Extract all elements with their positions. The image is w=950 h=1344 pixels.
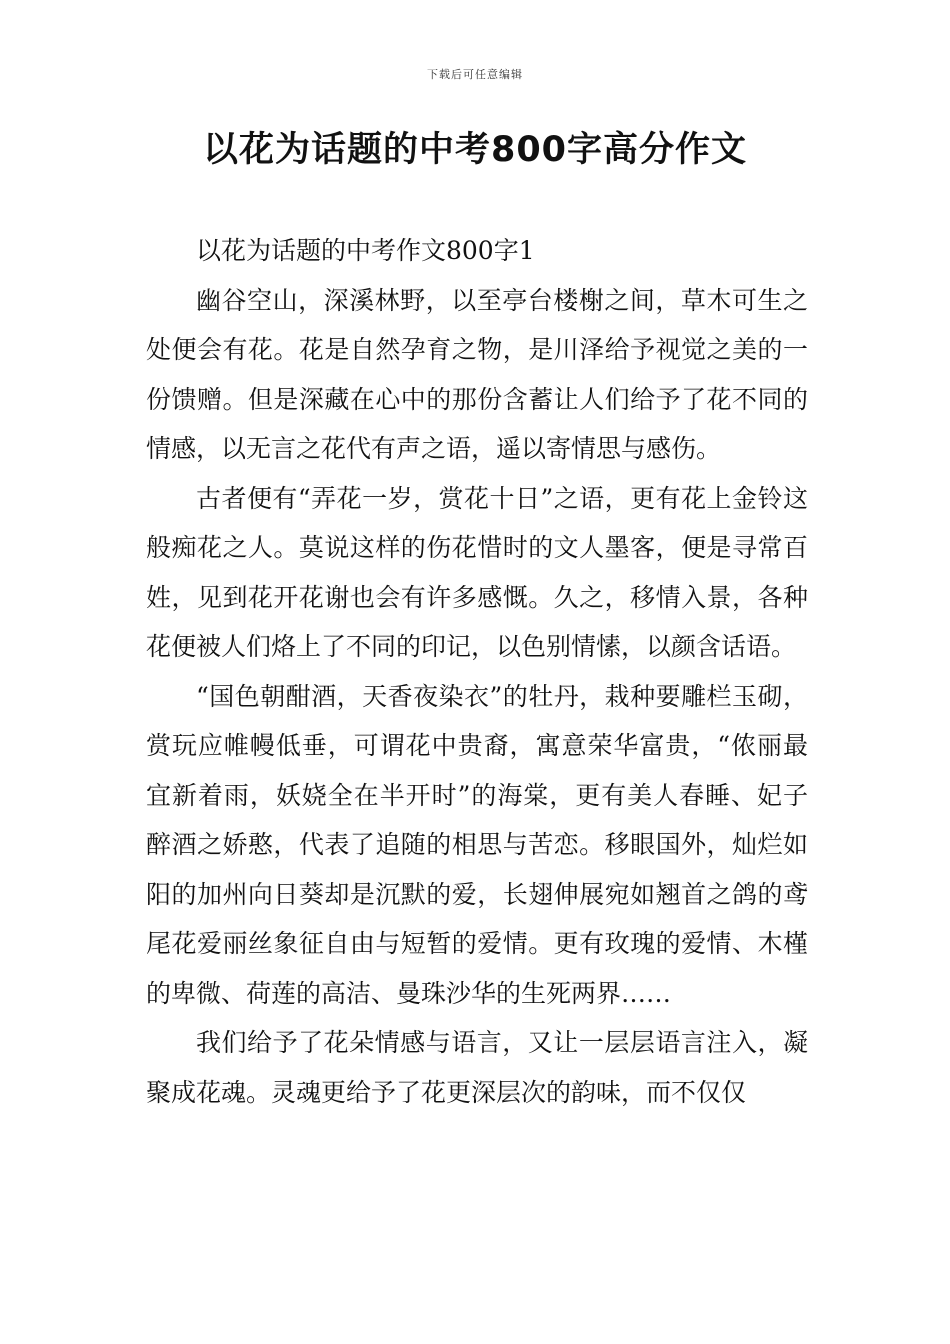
- paragraph: 幽谷空山，深溪林野，以至亭台楼榭之间，草木可生之处便会有花。花是自然孕育之物，是川泽给予视觉之美的一份馈赠。但是深藏在心中的那份含蓄让人们给予了花不同的情感，以无言之花代有声之语，遥以寄情思与感伤。: [146, 285, 808, 463]
- paragraph: 古者便有“弄花一岁，赏花十日”之语，更有花上金铃这般痴花之人。莫说这样的伤花惜时的文人墨客，便是寻常百姓，见到花开花谢也会有许多感慨。久之，移情入景，各种花便被人们烙上了不同的印记，以色别情愫，以颜含话语。: [146, 483, 808, 661]
- document-body: [146, 226, 808, 1117]
- paragraph: 我们给予了花朵情感与语言，又让一层层语言注入，凝聚成花魂。灵魂更给予了花更深层次的韵味，而不仅仅: [146, 1028, 808, 1107]
- document-title: 以花为话题的中考800字高分作文: [202, 130, 748, 170]
- essay-subtitle: 以花为话题的中考作文800字1: [196, 236, 535, 265]
- header-note: 下载后可任意编辑: [427, 68, 523, 81]
- paragraph: “国色朝酣酒，天香夜染衣”的牡丹，栽种要雕栏玉砌，赏玩应帷幔低垂，可谓花中贵裔，寓意荣华富贵，“侬丽最宜新着雨，妖娆全在半开时”的海棠，更有美人春睡、妃子醉酒之娇憨，代表了追随的相思与苦恋。移眼国外，灿烂如阳的加州向日葵却是沉默的爱，长翅伸展宛如翘首之鸽的鸢尾花爱丽丝象征自由与短暂的爱情。更有玫瑰的爱情、木槿的卑微、荷莲的高洁、曼珠沙华的生死两界……: [146, 681, 808, 1008]
